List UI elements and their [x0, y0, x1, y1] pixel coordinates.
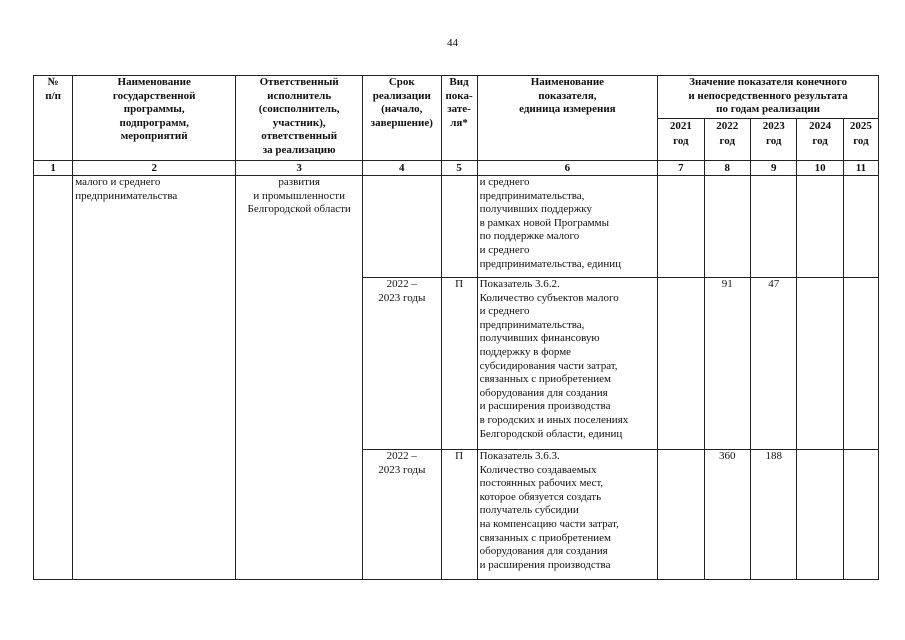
value-2025 — [843, 450, 878, 580]
indicator-type-cell: П — [441, 450, 477, 580]
value-2024 — [797, 278, 843, 450]
column-number: 4 — [363, 161, 441, 176]
value-2022 — [704, 176, 750, 278]
executor-cell: развития и промышленности Белгородской области — [236, 176, 363, 580]
indicator-name-cell: Показатель 3.6.3. Количество создаваемых постоянных рабочих мест, которое обязуется создать получатель субсидии на компенсацию части затрат, связанных с приобретением оборудования для создания и расширения производства — [477, 450, 658, 580]
term-cell — [363, 176, 441, 278]
column-number: 6 — [477, 161, 658, 176]
value-2024 — [797, 176, 843, 278]
column-number: 1 — [34, 161, 73, 176]
program-name-cell: малого и среднего предпринимательства — [73, 176, 236, 580]
value-2023: 47 — [751, 278, 797, 450]
column-number: 7 — [658, 161, 704, 176]
header-indicator-type: Вид пока- зате- ля* — [441, 76, 477, 161]
column-number: 5 — [441, 161, 477, 176]
header-term: Срок реализации (начало, завершение) — [363, 76, 441, 161]
value-2024 — [797, 450, 843, 580]
header-year-2022: 2022 год — [704, 119, 750, 161]
header-year-2025: 2025 год — [843, 119, 878, 161]
column-number: 10 — [797, 161, 843, 176]
header-program-name: Наименование государственной программы, подпрограмм, мероприятий — [73, 76, 236, 161]
value-2021 — [658, 450, 704, 580]
header-number: № п/п — [34, 76, 73, 161]
column-number: 2 — [73, 161, 236, 176]
value-2025 — [843, 278, 878, 450]
value-2022: 91 — [704, 278, 750, 450]
header-year-2023: 2023 год — [751, 119, 797, 161]
column-number: 8 — [704, 161, 750, 176]
column-number: 9 — [751, 161, 797, 176]
indicator-type-cell — [441, 176, 477, 278]
indicator-name-cell: и среднего предпринимательства, получивших поддержку в рамках новой Программы по поддержке малого и среднего предпринимательства, единиц — [477, 176, 658, 278]
value-2022: 360 — [704, 450, 750, 580]
column-numbers-row — [34, 161, 879, 176]
header-year-2021: 2021 год — [658, 119, 704, 161]
indicators-table — [33, 75, 879, 580]
value-2023: 188 — [751, 450, 797, 580]
term-cell: 2022 – 2023 годы — [363, 278, 441, 450]
header-executor: Ответственный исполнитель (соисполнитель, участник), ответственный за реализацию — [236, 76, 363, 161]
header-values-group: Значение показателя конечного и непосредственного результата по годам реализации — [658, 76, 879, 119]
value-2023 — [751, 176, 797, 278]
page-number: 44 — [447, 37, 458, 49]
row-number-cell — [34, 176, 73, 580]
header-indicator-name: Наименование показателя, единица измерения — [477, 76, 658, 161]
value-2021 — [658, 176, 704, 278]
value-2021 — [658, 278, 704, 450]
column-number: 11 — [843, 161, 878, 176]
indicator-name-cell: Показатель 3.6.2. Количество субъектов малого и среднего предпринимательства, получивших финансовую поддержку в форме субсидирования части затрат, связанных с приобретением оборудования для создания и расширения производства в городских и иных поселениях Белгородской области, единиц — [477, 278, 658, 450]
indicator-type-cell: П — [441, 278, 477, 450]
term-cell: 2022 – 2023 годы — [363, 450, 441, 580]
column-number: 3 — [236, 161, 363, 176]
header-year-2024: 2024 год — [797, 119, 843, 161]
value-2025 — [843, 176, 878, 278]
table-row — [34, 176, 879, 278]
